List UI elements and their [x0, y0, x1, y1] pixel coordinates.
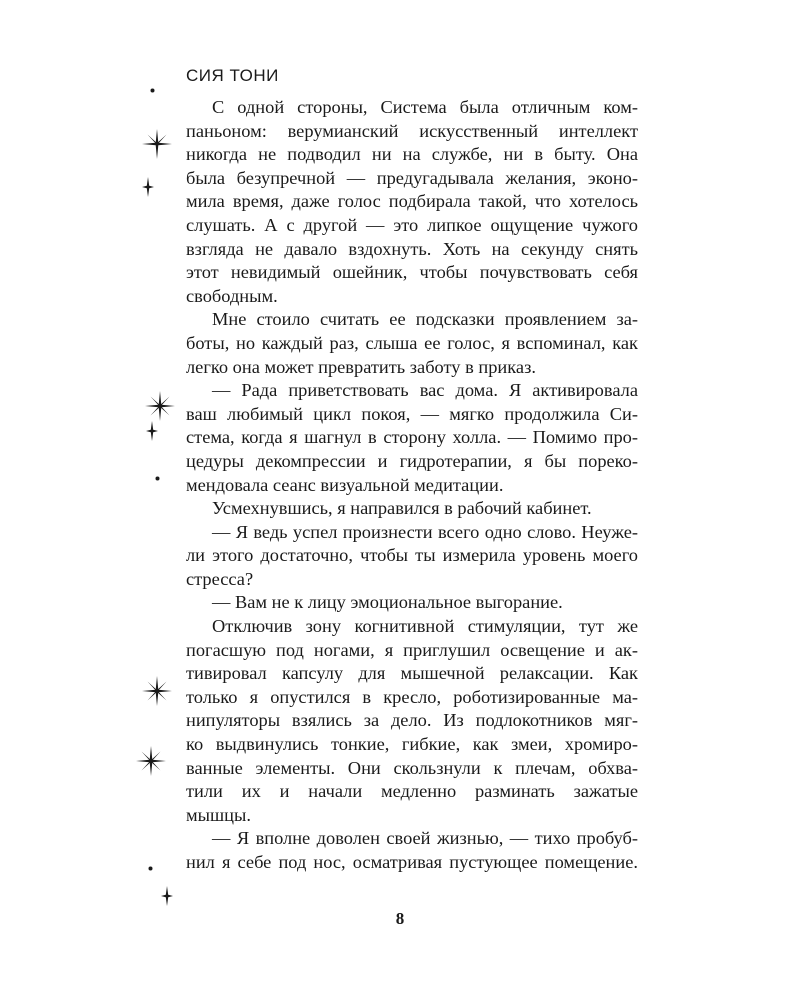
eight-point-star-icon	[145, 391, 175, 421]
text-line: цедуры декомпрессии и гидротерапии, я бы пореко-	[186, 450, 638, 471]
text-line: паньоном: верумианский искусственный интеллект	[186, 120, 638, 141]
four-point-star-icon	[161, 886, 173, 906]
text-line: тили их и начали медленно разминать зажатые	[186, 781, 638, 802]
text-line: легко она может превратить заботу в приказ.	[186, 356, 536, 377]
text-line: этот невидимый ошейник, чтобы почувствовать себя	[186, 262, 638, 283]
text-line: нипуляторы взялись за дело. Из подлокотников мяг-	[186, 710, 638, 731]
text-line: стема, когда я шагнул в сторону холла. — Помимо про-	[186, 427, 638, 448]
four-point-star-icon	[146, 421, 158, 441]
text-line: — Я вполне доволен своей жизнью, — тихо пробуб-	[212, 828, 638, 849]
running-head: СИЯ ТОНИ	[186, 66, 279, 85]
text-line: тивировал капсулу для мышечной релаксации. Как	[186, 663, 638, 684]
text-line: ли этого достаточно, чтобы ты измерила уровень моего	[186, 545, 638, 566]
text-line: взгляда не давало вздохнуть. Хоть на секунду снять	[186, 238, 638, 259]
text-line: — Рада приветствовать вас дома. Я активировала	[212, 380, 638, 401]
text-line: ко выдвинулись тонкие, гибкие, как змеи, хромиро-	[186, 734, 638, 755]
text-line: свободным.	[186, 285, 278, 306]
text-line: боты, но каждый раз, слыша ее голос, я вспоминал, как	[186, 332, 638, 353]
eight-point-star-icon	[136, 746, 166, 776]
text-line: мила время, даже голос подбирала такой, что хотелось	[186, 191, 638, 212]
text-line: нил я себе под нос, осматривая пустующее помещение.	[186, 852, 638, 872]
text-line: никогда не подводил ни на службе, ни в быту. Она	[186, 144, 638, 165]
text-line: — Я ведь успел произнести всего одно слово. Неуже-	[212, 521, 638, 542]
text-line: Мне стоило считать ее подсказки проявлением за-	[212, 309, 638, 330]
body-text	[186, 96, 638, 875]
dot-ornament-icon	[150, 88, 155, 93]
text-line: Усмехнувшись, я направился в рабочий кабинет.	[212, 498, 592, 519]
text-line: Отключив зону когнитивной стимуляции, тут же	[212, 616, 638, 637]
text-line: — Вам не к лицу эмоциональное выгорание.	[212, 592, 563, 613]
text-line: только я опустился в кресло, роботизированные ма-	[186, 686, 638, 707]
text-line: была безупречной — предугадывала желания, эконо-	[186, 167, 638, 188]
four-point-star-icon	[142, 177, 154, 197]
eight-point-star-icon	[142, 676, 172, 706]
text-line: слушать. А с другой — это липкое ощущение чужого	[186, 214, 638, 235]
text-line: ванные элементы. Они скользнули к плечам, обхва-	[186, 757, 638, 778]
eight-point-star-icon	[142, 129, 172, 159]
text-line: мышцы.	[186, 804, 251, 825]
text-line: С одной стороны, Система была отличным ком-	[212, 97, 638, 117]
text-line: мендовала сеанс визуальной медитации.	[186, 474, 504, 495]
dot-ornament-icon	[155, 476, 160, 481]
dot-ornament-icon	[148, 866, 153, 871]
text-line: ваш любимый цикл покоя, — мягко продолжила Си-	[186, 403, 638, 424]
text-line: погасшую под ногами, я приглушил освещение и ак-	[186, 639, 638, 660]
text-line: стресса?	[186, 568, 254, 589]
page-number: 8	[395, 909, 405, 928]
